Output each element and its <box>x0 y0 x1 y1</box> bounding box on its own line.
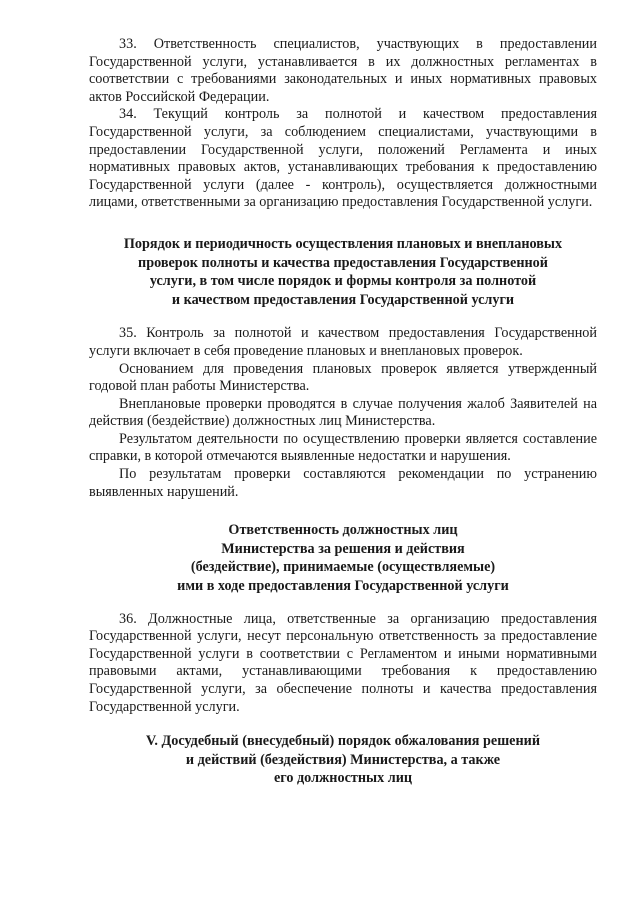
heading-line: Ответственность должностных лиц <box>228 522 458 539</box>
heading-line: (бездействие), принимаемые (осуществляемые) <box>190 559 496 576</box>
paragraph-recommendations: По результатам проверки составляются рекомендации по устранению выявленных нарушений. <box>89 466 597 500</box>
heading-line: проверок полноты и качества предоставления Государственной <box>138 254 548 271</box>
paragraph-unplanned: Внеплановые проверки проводятся в случае получения жалоб Заявителей на действия (бездействие) должностных лиц Министерства. <box>89 395 597 430</box>
heading-line: и действий (бездействия) Министерства, а также <box>185 751 501 768</box>
heading-line: услуги, в том числе порядок и формы контроля за полнотой <box>149 273 537 290</box>
paragraph-result: Результатом деятельности по осуществлению проверки является составление справки, в которой отмечаются выявленные недостатки и нарушения. <box>89 430 597 465</box>
heading-line: Порядок и периодичность осуществления плановых и внеплановых <box>123 235 563 252</box>
heading-line: V. Досудебный (внесудебный) порядок обжалования решений <box>146 733 540 750</box>
paragraph-33: 33. Ответственность специалистов, участвующих в предоставлении Государственной услуги, устанавливается в их должностных регламентах в соответствии с требованиями законодательных и иных нормативных правовых актов Российской Федерации. <box>89 36 597 105</box>
heading-line: Министерства за решения и действия <box>221 540 465 557</box>
section-heading-appeal <box>89 732 597 788</box>
paragraph-36: 36. Должностные лица, ответственные за организацию предоставления Государственной услуги, несут персональную ответственность за предоставление Государственной услуги в соответствии с Регламентом и иными нормативными правовыми актами, устанавливающими требования к предоставлению Государственной услуги, за обеспечение полноты и качества предоставления Государственной услуги. <box>89 610 597 715</box>
section-heading-responsibility <box>89 521 597 595</box>
heading-line: его должностных лиц <box>273 770 413 787</box>
section-heading-inspections <box>89 235 597 309</box>
paragraph-planned-basis: Основанием для проведения плановых проверок является утвержденный годовой план работы Министерства. <box>89 360 597 395</box>
paragraph-35: 35. Контроль за полнотой и качеством предоставления Государственной услуги включает в себя проведение плановых и внеплановых проверок. <box>89 325 597 359</box>
heading-line: ими в ходе предоставления Государственной услуги <box>177 578 509 595</box>
document-page <box>89 36 597 788</box>
paragraph-34: 34. Текущий контроль за полнотой и качеством предоставления Государственной услуги, за соблюдением специалистами, участвующими в предоставлении Государственной услуги, положений Регламента и иных нормативных правовых актов, устанавливающих требования к предоставлению Государственной услуги (далее - контроль), осуществляется должностными лицами, ответственными за организацию предоставления Государственной услуги. <box>89 106 597 211</box>
heading-line: и качеством предоставления Государственной услуги <box>171 291 515 308</box>
